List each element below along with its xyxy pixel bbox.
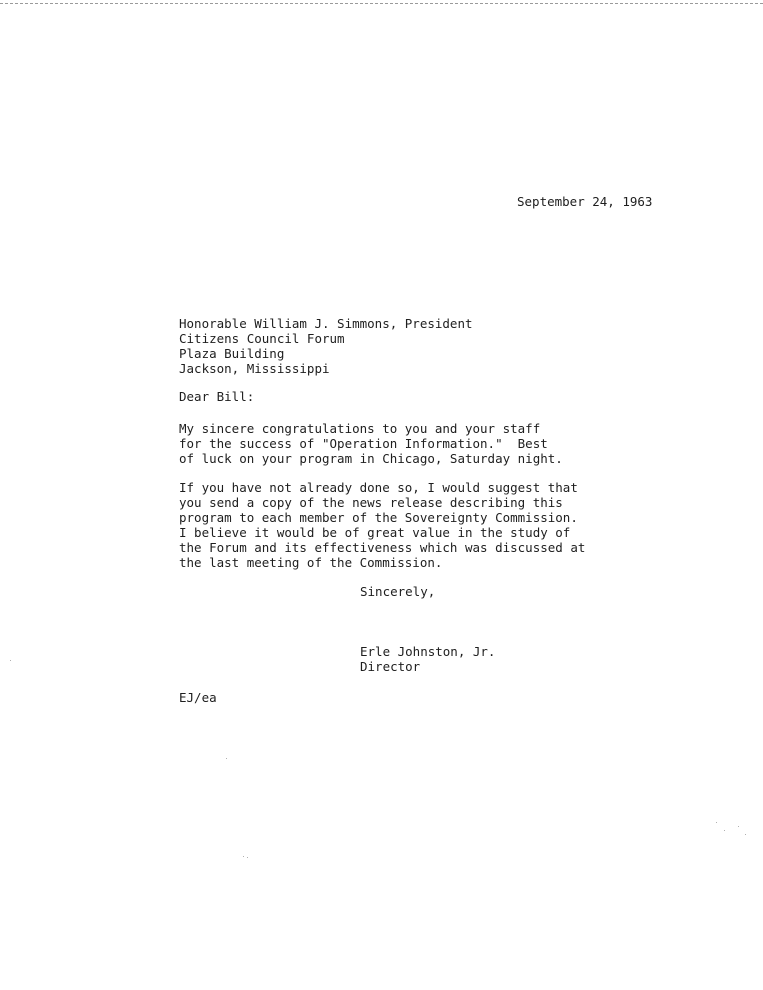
initials: EJ/ea <box>179 690 217 705</box>
paragraph-line: program to each member of the Sovereignty Commission. <box>179 510 578 525</box>
paragraph-line: I believe it would be of great value in the study of <box>179 525 571 540</box>
scan-speck <box>243 856 244 857</box>
signer-name: Erle Johnston, Jr. <box>360 644 496 659</box>
paragraph-line: the last meeting of the Commission. <box>179 555 443 570</box>
recipient-line: Jackson, Mississippi <box>179 361 330 376</box>
paragraph-line: If you have not already done so, I would suggest that <box>179 480 578 495</box>
paragraph-line: you send a copy of the news release describing this <box>179 495 563 510</box>
scan-speck <box>724 830 725 831</box>
scan-speck <box>226 758 227 759</box>
scan-speck <box>247 857 248 858</box>
signer-title: Director <box>360 659 421 674</box>
salutation: Dear Bill: <box>179 389 255 404</box>
recipient-line: Plaza Building <box>179 346 285 361</box>
paragraph-line: My sincere congratulations to you and your staff <box>179 421 541 436</box>
page-edge <box>0 3 763 4</box>
paragraph-line: for the success of "Operation Information." Best <box>179 436 548 451</box>
recipient-line: Honorable William J. Simmons, President <box>179 316 473 331</box>
closing: Sincerely, <box>360 584 436 599</box>
scan-speck <box>738 826 739 827</box>
scan-speck <box>716 822 717 823</box>
letter-date: September 24, 1963 <box>517 194 653 209</box>
scan-speck <box>745 834 746 835</box>
scan-speck <box>10 660 11 661</box>
recipient-line: Citizens Council Forum <box>179 331 345 346</box>
paragraph-line: of luck on your program in Chicago, Saturday night. <box>179 451 563 466</box>
paragraph-line: the Forum and its effectiveness which was discussed at <box>179 540 586 555</box>
